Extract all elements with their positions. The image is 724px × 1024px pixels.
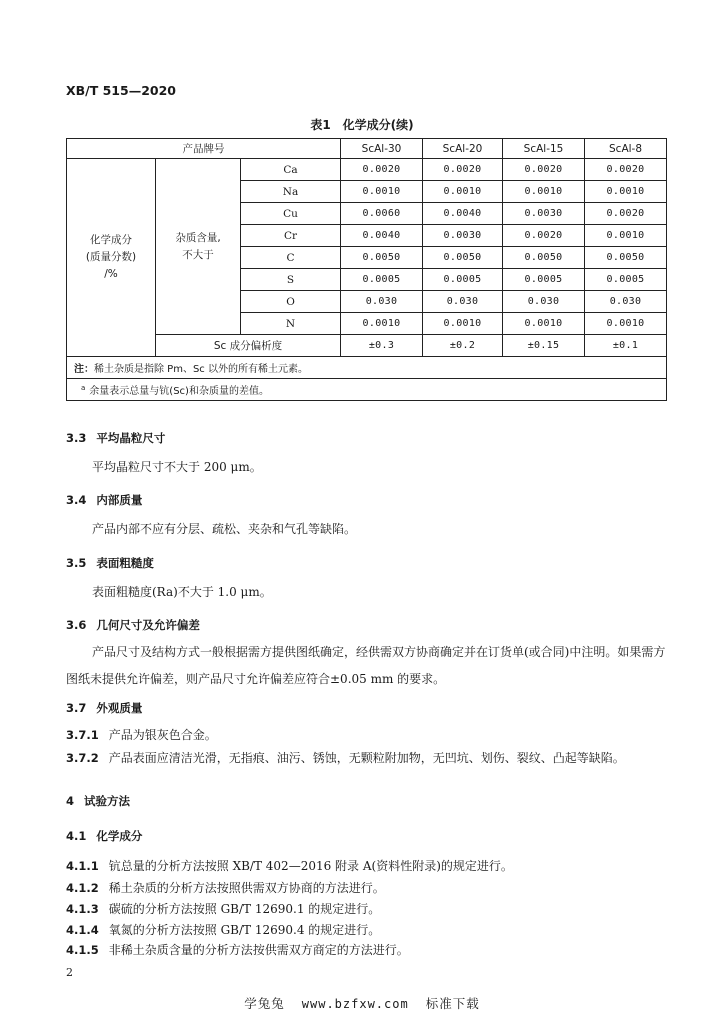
paragraph-3-4: 产品内部不应有分层、疏松、夹杂和气孔等缺陷。 (92, 522, 357, 536)
chemical-composition-label: 化学成分 (质量分数) /% (67, 159, 156, 357)
grade-header: ScAl-15 (503, 139, 585, 159)
value-cell: 0.0010 (585, 181, 667, 203)
deviation-label: Sc 成分偏析度 (156, 335, 341, 357)
clause-4-1-1: 4.1.1 钪总量的分析方法按照 XB/T 402—2016 附录 A(资料性附录)的规定进行。 (66, 859, 513, 873)
element-cell: S (241, 269, 341, 291)
footer-watermark (0, 994, 724, 1012)
value-cell: 0.030 (585, 291, 667, 313)
value-cell: 0.0020 (585, 159, 667, 181)
value-cell: 0.0020 (585, 203, 667, 225)
value-cell: 0.0010 (585, 225, 667, 247)
value-cell: 0.0060 (341, 203, 423, 225)
footnote-row (67, 379, 667, 401)
element-cell: Na (241, 181, 341, 203)
deviation-cell: ±0.3 (341, 335, 423, 357)
value-cell: 0.030 (503, 291, 585, 313)
page-number: 2 (66, 966, 73, 979)
paragraph-3-6: 产品尺寸及结构方式一般根据需方提供图纸确定，经供需双方协商确定并在订货单(或合同)中注明。如果需方图纸未提供允许偏差，则产品尺寸允许偏差应符合±0.05 mm 的要求。 (66, 645, 666, 686)
impurity-content-label: 杂质含量, 不大于 (156, 159, 241, 335)
section-heading-4: 4 试验方法 (66, 794, 131, 808)
value-cell: 0.0030 (503, 203, 585, 225)
clause-4-1-2: 4.1.2 稀土杂质的分析方法按照供需双方协商的方法进行。 (66, 881, 385, 895)
value-cell: 0.0020 (341, 159, 423, 181)
clause-4-1-3: 4.1.3 碳硫的分析方法按照 GB/T 12690.1 的规定进行。 (66, 902, 381, 916)
value-cell: 0.0005 (585, 269, 667, 291)
clause-4-1-5: 4.1.5 非稀土杂质含量的分析方法按供需双方商定的方法进行。 (66, 943, 409, 957)
clause-3-7-1: 3.7.1 产品为银灰色合金。 (66, 728, 217, 742)
value-cell: 0.0010 (423, 313, 503, 335)
element-cell: O (241, 291, 341, 313)
value-cell: 0.0020 (503, 159, 585, 181)
value-cell: 0.0005 (341, 269, 423, 291)
value-cell: 0.030 (423, 291, 503, 313)
value-cell: 0.0010 (503, 313, 585, 335)
section-heading-3-6: 3.6 几何尺寸及允许偏差 (66, 618, 200, 632)
value-cell: 0.0040 (341, 225, 423, 247)
table-row (67, 159, 667, 181)
value-cell: 0.0030 (423, 225, 503, 247)
element-cell: N (241, 313, 341, 335)
grade-header: ScAl-30 (341, 139, 423, 159)
section-heading-4-1: 4.1 化学成分 (66, 829, 143, 843)
value-cell: 0.0010 (341, 313, 423, 335)
value-cell: 0.0050 (423, 247, 503, 269)
section-heading-3-7: 3.7 外观质量 (66, 701, 143, 715)
element-cell: Ca (241, 159, 341, 181)
element-cell: Cu (241, 203, 341, 225)
value-cell: 0.0010 (423, 181, 503, 203)
document-code: XB/T 515—2020 (66, 83, 176, 98)
value-cell: 0.0050 (341, 247, 423, 269)
footer-site-name: 学兔兔 (244, 996, 285, 1011)
value-cell: 0.0040 (423, 203, 503, 225)
footer-tagline: 标准下载 (425, 996, 480, 1011)
footer-url[interactable]: www.bzfxw.com (301, 997, 409, 1011)
value-cell: 0.0005 (423, 269, 503, 291)
value-cell: 0.030 (341, 291, 423, 313)
element-cell: C (241, 247, 341, 269)
table-note: 注：稀土杂质是指除 Pm、Sc 以外的所有稀土元素。 (67, 357, 667, 379)
chemical-composition-table (66, 138, 667, 401)
value-cell: 0.0020 (423, 159, 503, 181)
grade-header: ScAl-8 (585, 139, 667, 159)
deviation-cell: ±0.1 (585, 335, 667, 357)
paragraph-3-5: 表面粗糙度(Ra)不大于 1.0 μm。 (92, 585, 272, 599)
value-cell: 0.0010 (341, 181, 423, 203)
value-cell: 0.0020 (503, 225, 585, 247)
value-cell: 0.0005 (503, 269, 585, 291)
section-heading-3-3: 3.3 平均晶粒尺寸 (66, 431, 166, 445)
grade-header: ScAl-20 (423, 139, 503, 159)
note-row (67, 357, 667, 379)
product-grade-header: 产品牌号 (67, 139, 341, 159)
value-cell: 0.0050 (503, 247, 585, 269)
table-footnote: $^a$ 余量表示总量与钪(Sc)和杂质量的差值。 (67, 379, 667, 401)
value-cell: 0.0010 (585, 313, 667, 335)
table-header-row (67, 139, 667, 159)
clause-4-1-4: 4.1.4 氧氮的分析方法按照 GB/T 12690.4 的规定进行。 (66, 923, 381, 937)
element-cell: Cr (241, 225, 341, 247)
clause-3-7-2: 3.7.2 产品表面应清洁光滑，无指痕、油污、锈蚀，无颗粒附加物，无凹坑、划伤、裂纹、凸起等缺陷。 (66, 751, 625, 765)
paragraph-3-3: 平均晶粒尺寸不大于 200 μm。 (92, 460, 262, 474)
section-heading-3-5: 3.5 表面粗糙度 (66, 556, 154, 570)
deviation-cell: ±0.15 (503, 335, 585, 357)
value-cell: 0.0010 (503, 181, 585, 203)
table-row (67, 335, 667, 357)
value-cell: 0.0050 (585, 247, 667, 269)
section-heading-3-4: 3.4 内部质量 (66, 493, 143, 507)
table-title: 表1 化学成分(续) (310, 118, 414, 132)
deviation-cell: ±0.2 (423, 335, 503, 357)
